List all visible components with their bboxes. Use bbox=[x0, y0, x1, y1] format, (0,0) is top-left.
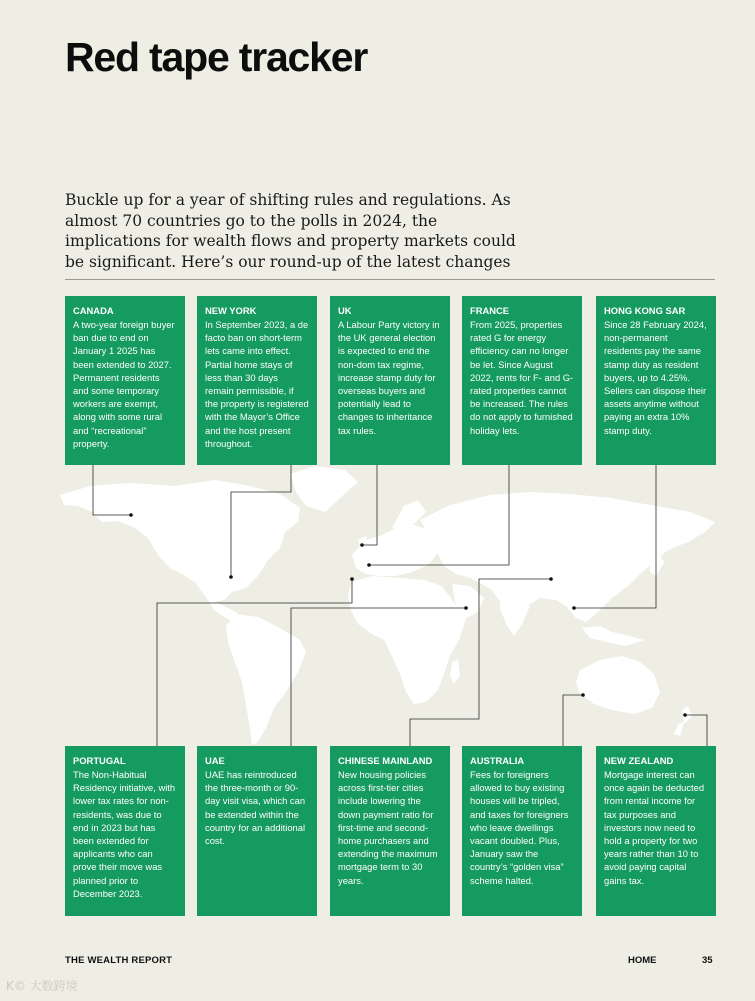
marker-canada bbox=[129, 513, 133, 517]
marker-uk bbox=[360, 543, 364, 547]
box-text: The Non-Habitual Residency initiative, with lower tax rates for non-residents, was due to end in 2023 but has been extended for applicants who can prove their move was planned prior to December 2023. bbox=[73, 769, 176, 899]
intro-paragraph: Buckle up for a year of shifting rules and regulations. As almost 70 countries go to the polls in 2024, the implications for wealth flows and property markets could be significant. Here’s our round-up of the latest changes bbox=[65, 191, 516, 271]
page-number: 35 bbox=[702, 955, 713, 966]
marker-france bbox=[367, 563, 371, 567]
watermark: K© 大数跨境 bbox=[6, 979, 78, 993]
publication-name: THE WEALTH REPORT bbox=[65, 955, 173, 966]
world-map-landmass bbox=[60, 466, 715, 745]
info-box-uk bbox=[330, 296, 450, 465]
marker-australia bbox=[581, 693, 585, 697]
box-text: Mortgage interest can once again be deducted from rental income for tax purposes and investors now need to hold a property for two years rather than 10 to avoid paying capital gains tax. bbox=[604, 769, 705, 886]
connector-uk bbox=[362, 465, 377, 545]
box-title: PORTUGAL bbox=[73, 755, 126, 766]
box-title: AUSTRALIA bbox=[470, 755, 525, 766]
info-box-chinese-mainland bbox=[330, 746, 450, 916]
info-box-australia bbox=[462, 746, 582, 916]
box-title: NEW ZEALAND bbox=[604, 755, 674, 766]
marker-portugal bbox=[350, 577, 354, 581]
box-title: UK bbox=[338, 305, 352, 316]
box-title: FRANCE bbox=[470, 305, 510, 316]
box-title: HONG KONG SAR bbox=[604, 305, 686, 316]
box-title: CHINESE MAINLAND bbox=[338, 755, 433, 766]
info-box-uae bbox=[197, 746, 317, 916]
box-title: CANADA bbox=[73, 305, 114, 316]
marker-chinese-mainland bbox=[549, 577, 553, 581]
box-text: UAE has reintroduced the three-month or 90-day visit visa, which can be extended within the country for an additional cost. bbox=[205, 769, 306, 847]
box-text: Since 28 February 2024, non-permanent residents pay the same stamp duty as resident buyers, up to 4.25%. Sellers can dispose their assets anytime without paying an extra 10% stamp duty. bbox=[604, 319, 707, 436]
info-box-france bbox=[462, 296, 582, 465]
box-text: From 2025, properties rated G for energy efficiency can no longer be let. Since August 2022, rents for F- and G-rated properties cannot be increased. The rules do not apply to furnished holiday lets. bbox=[470, 319, 574, 436]
info-box-hong-kong-sar bbox=[596, 296, 716, 465]
box-title: UAE bbox=[205, 755, 225, 766]
box-text: Fees for foreigners allowed to buy existing houses will be tripled, and taxes for foreigners who leave dwellings vacant doubled. Plus, January saw the country’s “golden visa” scheme halted. bbox=[470, 769, 569, 886]
marker-new-zealand bbox=[683, 713, 687, 717]
marker-hong-kong bbox=[572, 606, 576, 610]
box-text: New housing policies across first-tier cities include lowering the down payment ratio for first-time and second-home purchasers and extending the maximum mortgage term to 30 years. bbox=[338, 769, 438, 886]
info-box-new-zealand bbox=[596, 746, 716, 916]
page-title: Red tape tracker bbox=[65, 34, 368, 80]
marker-new-york bbox=[229, 575, 233, 579]
marker-uae bbox=[464, 606, 468, 610]
box-title: NEW YORK bbox=[205, 305, 257, 316]
connector-australia bbox=[563, 695, 583, 746]
box-text: In September 2023, a de facto ban on short-term lets came into effect. Partial home stays of less than 30 days remain permissible, if the property is registered with the Mayor’s Office and the host present throughout. bbox=[205, 319, 309, 449]
box-text: A Labour Party victory in the UK general election is expected to end the non-dom tax regime, increase stamp duty for overseas buyers and potentially lead to changes to inheritance tax rules. bbox=[338, 319, 440, 436]
info-box-portugal bbox=[65, 746, 185, 916]
info-box-canada bbox=[65, 296, 185, 465]
box-text: A two-year foreign buyer ban due to end on January 1 2025 has been extended to 2027. Permanent residents and some temporary workers are exempt, along with some rural and “recreational” property. bbox=[73, 319, 175, 449]
home-link[interactable]: HOME bbox=[628, 955, 657, 966]
info-box-new-york bbox=[197, 296, 317, 465]
